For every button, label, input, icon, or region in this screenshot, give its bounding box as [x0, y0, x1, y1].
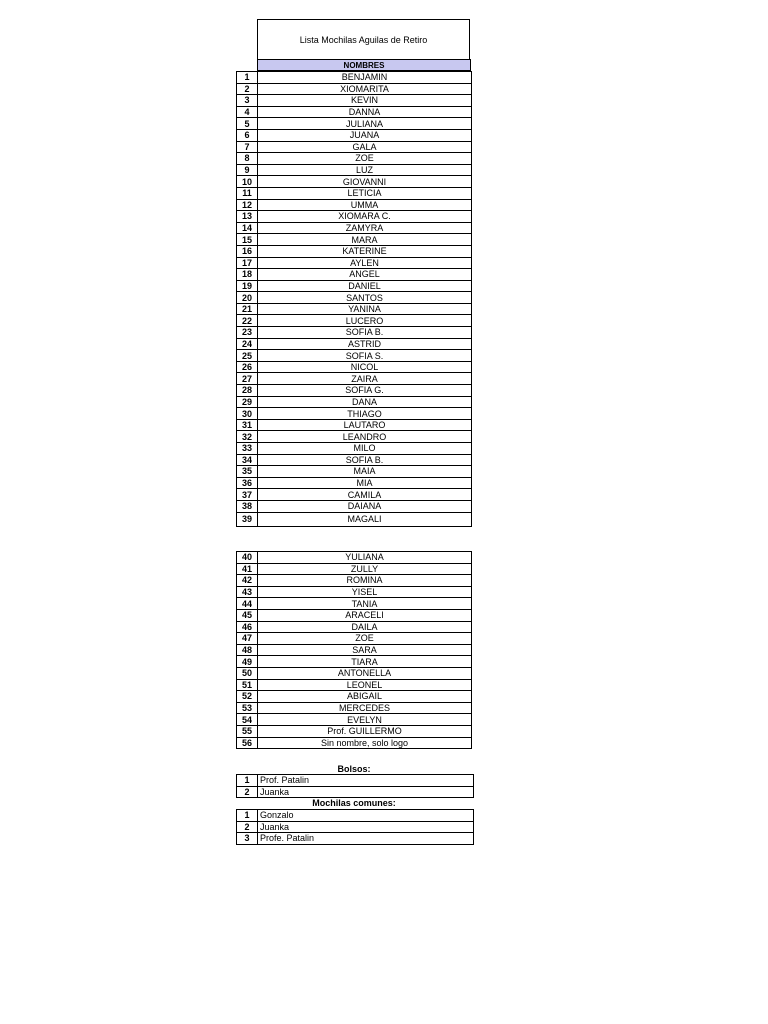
row-number: 17 — [237, 257, 258, 269]
table-row — [237, 702, 472, 714]
table-row — [237, 775, 474, 787]
table-row — [237, 667, 472, 679]
bolsos-table — [236, 774, 474, 798]
table-row — [237, 563, 472, 575]
row-number: 27 — [237, 373, 258, 385]
name-cell: DAILA — [258, 621, 472, 633]
row-number: 52 — [237, 691, 258, 703]
row-number: 45 — [237, 609, 258, 621]
name-cell: CAMILA — [258, 489, 472, 501]
row-number: 30 — [237, 408, 258, 420]
row-number: 26 — [237, 361, 258, 373]
name-cell: ROMINA — [258, 575, 472, 587]
name-cell: MILO — [258, 443, 472, 455]
row-number: 9 — [237, 164, 258, 176]
row-number: 33 — [237, 443, 258, 455]
name-cell: Sin nombre, solo logo — [258, 737, 472, 749]
table-row — [237, 292, 472, 304]
name-cell: DANA — [258, 396, 472, 408]
table-row — [237, 466, 472, 478]
name-cell: Profe. Patalin — [258, 833, 474, 845]
name-cell: MAGALI — [258, 512, 472, 526]
row-number: 2 — [237, 83, 258, 95]
row-number: 51 — [237, 679, 258, 691]
row-number: 41 — [237, 563, 258, 575]
name-cell: MAIA — [258, 466, 472, 478]
row-number: 48 — [237, 644, 258, 656]
row-number: 23 — [237, 327, 258, 339]
row-number: 29 — [237, 396, 258, 408]
table-row — [237, 586, 472, 598]
row-number: 28 — [237, 385, 258, 397]
row-number: 53 — [237, 702, 258, 714]
row-number: 1 — [237, 72, 258, 84]
row-number: 7 — [237, 141, 258, 153]
table-row — [237, 164, 472, 176]
row-number: 4 — [237, 106, 258, 118]
name-cell: ZAMYRA — [258, 222, 472, 234]
name-cell: SANTOS — [258, 292, 472, 304]
row-number: 15 — [237, 234, 258, 246]
row-number: 10 — [237, 176, 258, 188]
name-cell: NICOL — [258, 361, 472, 373]
name-cell: ARACELI — [258, 609, 472, 621]
table-row — [237, 633, 472, 645]
table-row — [237, 327, 472, 339]
name-cell: TANIA — [258, 598, 472, 610]
row-number: 3 — [237, 833, 258, 845]
row-number: 11 — [237, 187, 258, 199]
name-cell: SOFIA B. — [258, 327, 472, 339]
row-number: 3 — [237, 95, 258, 107]
row-number: 37 — [237, 489, 258, 501]
name-cell: MIA — [258, 477, 472, 489]
table-row — [237, 280, 472, 292]
row-number: 35 — [237, 466, 258, 478]
bolsos-heading: Bolsos: — [337, 764, 371, 774]
list-title: Lista Mochilas Aguilas de Retiro — [257, 19, 470, 59]
name-cell: Gonzalo — [258, 810, 474, 822]
row-number: 54 — [237, 714, 258, 726]
names-table-1 — [236, 71, 472, 527]
name-cell: KEVIN — [258, 95, 472, 107]
name-cell: GIOVANNI — [258, 176, 472, 188]
table-row — [237, 477, 472, 489]
name-cell: TIARA — [258, 656, 472, 668]
table-row — [237, 199, 472, 211]
name-cell: ZOE — [258, 153, 472, 165]
table-row — [237, 598, 472, 610]
row-number: 13 — [237, 211, 258, 223]
table-row — [237, 396, 472, 408]
name-cell: LUZ — [258, 164, 472, 176]
name-cell: MERCEDES — [258, 702, 472, 714]
row-number: 32 — [237, 431, 258, 443]
row-number: 24 — [237, 338, 258, 350]
row-number: 25 — [237, 350, 258, 362]
table-row — [237, 95, 472, 107]
table-row — [237, 350, 472, 362]
table-row — [237, 245, 472, 257]
row-number: 31 — [237, 419, 258, 431]
table-row — [237, 552, 472, 564]
name-cell: DANIEL — [258, 280, 472, 292]
table-row — [237, 129, 472, 141]
table-row — [237, 679, 472, 691]
name-cell: ZOE — [258, 633, 472, 645]
row-number: 8 — [237, 153, 258, 165]
row-number: 56 — [237, 737, 258, 749]
name-cell: ASTRID — [258, 338, 472, 350]
name-cell: LEONEL — [258, 679, 472, 691]
table-row — [237, 443, 472, 455]
name-cell: YISEL — [258, 586, 472, 598]
name-cell: LAUTARO — [258, 419, 472, 431]
table-row — [237, 118, 472, 130]
table-row — [237, 373, 472, 385]
table-row — [237, 257, 472, 269]
table-row — [237, 575, 472, 587]
name-cell: ANTONELLA — [258, 667, 472, 679]
name-cell: XIOMARITA — [258, 83, 472, 95]
row-number: 20 — [237, 292, 258, 304]
table-row — [237, 211, 472, 223]
row-number: 19 — [237, 280, 258, 292]
name-cell: LUCERO — [258, 315, 472, 327]
row-number: 21 — [237, 303, 258, 315]
table-row — [237, 176, 472, 188]
table-row — [237, 187, 472, 199]
table-row — [237, 833, 474, 845]
row-number: 12 — [237, 199, 258, 211]
table-row — [237, 725, 472, 737]
row-number: 36 — [237, 477, 258, 489]
table-row — [237, 691, 472, 703]
row-number: 18 — [237, 269, 258, 281]
table-row — [237, 83, 472, 95]
row-number: 50 — [237, 667, 258, 679]
name-cell: Juanka — [258, 786, 474, 798]
table-row — [237, 106, 472, 118]
name-cell: MARA — [258, 234, 472, 246]
name-cell: YULIANA — [258, 552, 472, 564]
row-number: 44 — [237, 598, 258, 610]
table-row — [237, 141, 472, 153]
names-column-header: NOMBRES — [257, 59, 471, 71]
table-row — [237, 656, 472, 668]
row-number: 16 — [237, 245, 258, 257]
row-number: 46 — [237, 621, 258, 633]
table-row — [237, 821, 474, 833]
name-cell: LETICIA — [258, 187, 472, 199]
table-row — [237, 714, 472, 726]
name-cell: JUANA — [258, 129, 472, 141]
table-row — [237, 512, 472, 526]
table-row — [237, 234, 472, 246]
row-number: 1 — [237, 810, 258, 822]
row-number: 42 — [237, 575, 258, 587]
name-cell: ZULLY — [258, 563, 472, 575]
row-number: 40 — [237, 552, 258, 564]
row-number: 43 — [237, 586, 258, 598]
row-number: 22 — [237, 315, 258, 327]
table-row — [237, 72, 472, 84]
name-cell: KATERINE — [258, 245, 472, 257]
table-row — [237, 621, 472, 633]
name-cell: XIOMARA C. — [258, 211, 472, 223]
table-row — [237, 609, 472, 621]
row-number: 34 — [237, 454, 258, 466]
row-number: 55 — [237, 725, 258, 737]
table-row — [237, 338, 472, 350]
name-cell: Prof. GUILLERMO — [258, 725, 472, 737]
table-row — [237, 315, 472, 327]
table-row — [237, 269, 472, 281]
row-number: 47 — [237, 633, 258, 645]
table-row — [237, 500, 472, 512]
name-cell: SARA — [258, 644, 472, 656]
name-cell: THIAGO — [258, 408, 472, 420]
name-cell: Juanka — [258, 821, 474, 833]
name-cell: UMMA — [258, 199, 472, 211]
name-cell: BENJAMIN — [258, 72, 472, 84]
row-number: 6 — [237, 129, 258, 141]
name-cell: ZAIRA — [258, 373, 472, 385]
row-number: 5 — [237, 118, 258, 130]
table-row — [237, 419, 472, 431]
row-number: 38 — [237, 500, 258, 512]
name-cell: AYLEN — [258, 257, 472, 269]
row-number: 1 — [237, 775, 258, 787]
name-cell: DANNA — [258, 106, 472, 118]
names-table-2 — [236, 551, 472, 749]
table-row — [237, 361, 472, 373]
name-cell: SOFIA S. — [258, 350, 472, 362]
table-row — [237, 810, 474, 822]
table-row — [237, 385, 472, 397]
table-row — [237, 431, 472, 443]
table-row — [237, 489, 472, 501]
table-row — [237, 786, 474, 798]
row-number: 39 — [237, 512, 258, 526]
name-cell: Prof. Patalin — [258, 775, 474, 787]
row-number: 49 — [237, 656, 258, 668]
row-number: 14 — [237, 222, 258, 234]
name-cell: GALA — [258, 141, 472, 153]
name-cell: SOFIA G. — [258, 385, 472, 397]
row-number: 2 — [237, 821, 258, 833]
name-cell: LEANDRO — [258, 431, 472, 443]
table-row — [237, 644, 472, 656]
name-cell: ABIGAIL — [258, 691, 472, 703]
table-row — [237, 454, 472, 466]
name-cell: DAIANA — [258, 500, 472, 512]
name-cell: EVELYN — [258, 714, 472, 726]
table-row — [237, 303, 472, 315]
table-row — [237, 222, 472, 234]
mochilas-comunes-table — [236, 809, 474, 845]
name-cell: JULIANA — [258, 118, 472, 130]
row-number: 2 — [237, 786, 258, 798]
table-row — [237, 153, 472, 165]
name-cell: YANINA — [258, 303, 472, 315]
table-row — [237, 737, 472, 749]
name-cell: ANGEL — [258, 269, 472, 281]
name-cell: SOFIA B. — [258, 454, 472, 466]
mochilas-comunes-heading: Mochilas comunes: — [312, 798, 396, 808]
table-row — [237, 408, 472, 420]
